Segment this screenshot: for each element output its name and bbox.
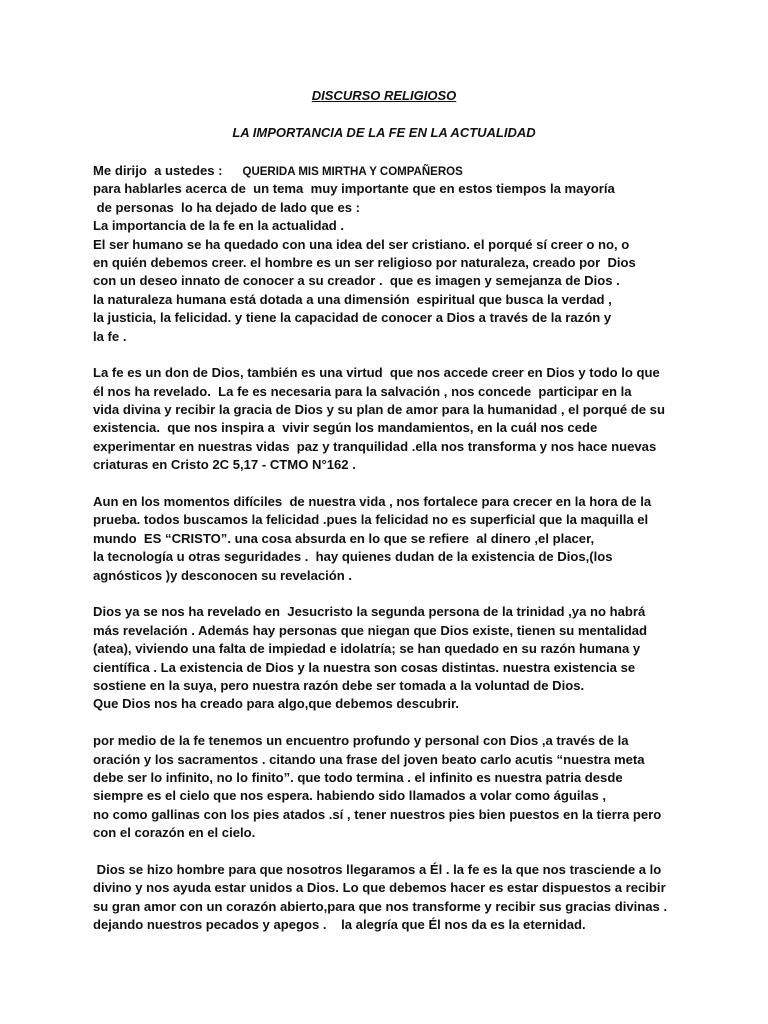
greeting-recipients: QUERIDA MIS MIRTHA Y COMPAÑEROS (242, 166, 463, 178)
paragraph-line: siempre es el cielo que nos espera. habiendo sido llamados a volar como águilas , (93, 788, 607, 804)
paragraph-gap (93, 475, 693, 493)
paragraph-line: su gran amor con un corazón abierto,para que nos transforme y recibir sus gracias divinas . (93, 898, 668, 914)
greeting-label: Me dirijo a ustedes : (93, 163, 223, 178)
paragraph-line: él nos ha revelado. La fe es necesaria para la salvación , nos concede participar en la (93, 383, 632, 399)
paragraph-line: La importancia de la fe en la actualidad . (93, 218, 345, 234)
paragraph (93, 180, 693, 346)
paragraphs-container (93, 180, 693, 934)
paragraph-line: de personas lo ha dejado de lado que es : (93, 199, 361, 215)
paragraph-line: experimentar en nuestras vidas paz y tranquilidad .ella nos transforma y nos hace nuevas (93, 438, 657, 454)
paragraph (93, 603, 693, 713)
speech-body (93, 162, 693, 934)
paragraph (93, 364, 693, 474)
paragraph-line: la tecnología u otras seguridades . hay quienes dudan de la existencia de Dios,(los (93, 549, 613, 565)
paragraph-line: con un deseo innato de conocer a su creador . que es imagen y semejanza de Dios . (93, 273, 620, 289)
paragraph-line: Dios se hizo hombre para que nosotros llegaramos a Él . la fe es la que nos trasciende a lo (93, 861, 662, 877)
paragraph (93, 732, 693, 842)
paragraph-line: criaturas en Cristo 2C 5,17 - CTMO N°162 . (93, 457, 356, 473)
paragraph-line: la fe . (93, 328, 127, 344)
paragraph-line: La fe es un don de Dios, también es una virtud que nos accede creer en Dios y todo lo que (93, 365, 660, 381)
paragraph-line: Que Dios nos ha creado para algo,que debemos descubrir. (93, 696, 459, 712)
paragraph-line: con el corazón en el cielo. (93, 825, 256, 841)
paragraph-line: sostiene en la suya, pero nuestra razón debe ser tomada a la voluntad de Dios. (93, 677, 585, 693)
paragraph-line: mundo ES “CRISTO”. una cosa absurda en lo que se refiere al dinero ,el placer, (93, 530, 595, 546)
paragraph-gap (93, 346, 693, 364)
paragraph-line: dejando nuestros pecados y apegos . la alegría que Él nos da es la eternidad. (93, 917, 586, 933)
paragraph-line: agnósticos )y desconocen su revelación . (93, 567, 353, 583)
paragraph-line: existencia. que nos inspira a vivir según los mandamientos, en la cuál nos cede (93, 420, 598, 436)
paragraph-line: divino y nos ayuda estar unidos a Dios. Lo que debemos hacer es estar dispuestos a recibir (93, 880, 666, 896)
paragraph (93, 861, 693, 935)
paragraph-line: debe ser lo infinito, no lo finito”. que todo termina . el infinito es nuestra patria desde (93, 769, 623, 785)
paragraph-line: vida divina y recibir la gracia de Dios y su plan de amor para la humanidad , el porqué de su (93, 402, 665, 418)
paragraph-line: Dios ya se nos ha revelado en Jesucristo la segunda persona de la trinidad ,ya no habrá (93, 604, 646, 620)
greeting-line (93, 162, 693, 180)
paragraph-line: por medio de la fe tenemos un encuentro profundo y personal con Dios ,a través de la (93, 733, 629, 749)
document-subtitle: LA IMPORTANCIA DE LA FE EN LA ACTUALIDAD (232, 125, 536, 140)
paragraph-line: oración y los sacramentos . citando una frase del joven beato carlo acutis “nuestra meta (93, 751, 645, 767)
paragraph-gap (93, 842, 693, 860)
paragraph-gap (93, 714, 693, 732)
paragraph-gap (93, 585, 693, 603)
paragraph-line: la naturaleza humana está dotada a una dimensión espiritual que busca la verdad , (93, 291, 612, 307)
paragraph-line: la justicia, la felicidad. y tiene la capacidad de conocer a Dios a través de la razón y (93, 310, 612, 326)
paragraph-line: más revelación . Además hay personas que niegan que Dios existe, tienen su mentalidad (93, 622, 648, 638)
paragraph-line: en quién debemos creer. el hombre es un ser religioso por naturaleza, creado por Dios (93, 254, 636, 270)
paragraph-line: científica . La existencia de Dios y la nuestra son cosas distintas. nuestra existencia se (93, 659, 636, 675)
document-title: DISCURSO RELIGIOSO (311, 88, 457, 103)
paragraph-line: (atea), viviendo una falta de impiedad e idolatría; se han quedado en su razón humana y (93, 641, 641, 657)
paragraph-line: prueba. todos buscamos la felicidad .pues la felicidad no es superficial que la maquilla el (93, 512, 649, 528)
paragraph-line: no como gallinas con los pies atados .sí , tener nuestros pies bien puestos en la tierra pero (93, 806, 662, 822)
paragraph-line: Aun en los momentos difíciles de nuestra vida , nos fortalece para crecer en la hora de la (93, 494, 652, 510)
paragraph (93, 493, 693, 585)
paragraph-line: El ser humano se ha quedado con una idea del ser cristiano. el porqué sí creer o no, o (93, 236, 630, 252)
paragraph-line: para hablarles acerca de un tema muy importante que en estos tiempos la mayoría (93, 181, 615, 197)
